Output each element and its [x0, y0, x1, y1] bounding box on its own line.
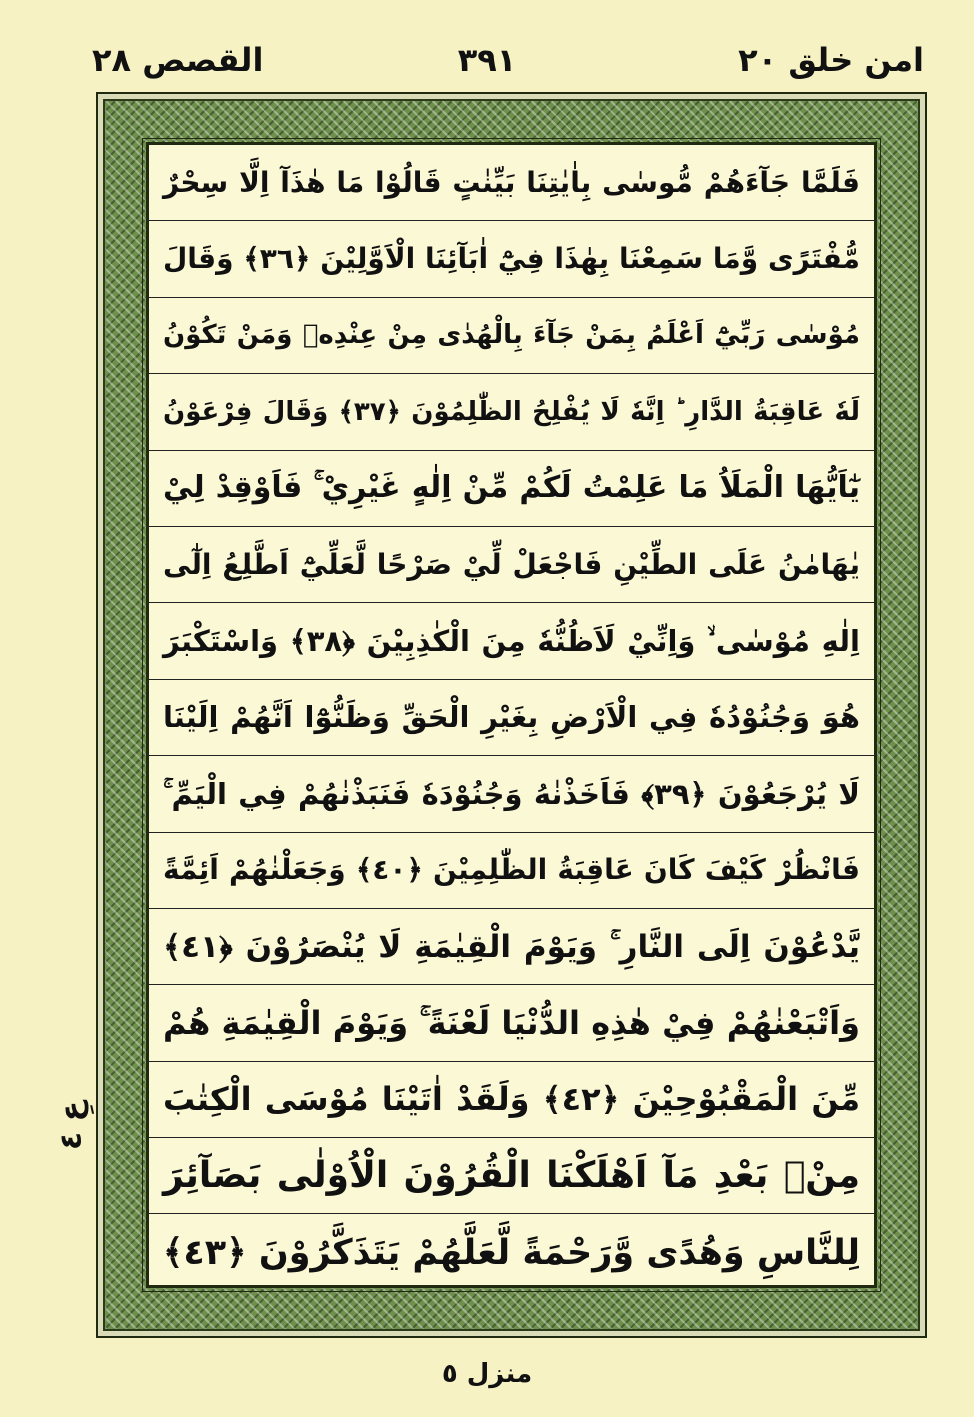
- verse-line: [149, 1214, 874, 1290]
- page-number: ٣٩١: [457, 41, 517, 79]
- verse-line: [149, 680, 874, 756]
- verse-line: [149, 145, 874, 221]
- ruku-marker: [52, 1075, 92, 1175]
- verse-line: [149, 1062, 874, 1138]
- verse-text: فَانْظُرْ كَيْفَ كَانَ عَاقِبَةُ الظّٰلِمِيْنَ ﴿٤٠﴾ وَجَعَلْنٰهُمْ اَئِمَّةً: [163, 853, 860, 887]
- verse-line: [149, 833, 874, 909]
- verse-text: فَلَمَّا جَآءَهُمْ مُّوسٰى بِاٰيٰتِنَا بَيِّنٰتٍ قَالُوْا مَا هٰذَآ اِلَّا سِحْرٌ: [163, 165, 860, 199]
- verse-line: [149, 603, 874, 679]
- verse-text: مُّفْتَرًى وَّمَا سَمِعْنَا بِهٰذَا فِيْٓ اٰبَآئِنَا الْاَوَّلِيْنَ ﴿٣٦﴾ وَقَالَ: [163, 242, 860, 276]
- verse-text: مِنْۢ بَعْدِ مَآ اَهْلَكْنَا الْقُرُوْنَ الْاُوْلٰى بَصَآئِرَ: [163, 1154, 860, 1196]
- verse-line: [149, 909, 874, 985]
- verse-text: مُوْسٰى رَبِّيْٓ اَعْلَمُ بِمَنْ جَآءَ بِالْهُدٰى مِنْ عِنْدِهٖ وَمَنْ تَكُوْنُ: [163, 320, 860, 351]
- verse-text: وَاَتْبَعْنٰهُمْ فِيْ هٰذِهِ الدُّنْيَا لَعْنَةً ۚ وَيَوْمَ الْقِيٰمَةِ هُمْ: [163, 1004, 860, 1042]
- verse-line: [149, 756, 874, 832]
- verse-text: لَهٗ عَاقِبَةُ الدَّارِ ؕ اِنَّهٗ لَا يُفْلِحُ الظّٰلِمُوْنَ ﴿٣٧﴾ وَقَالَ فِرْعَوْنُ: [163, 396, 860, 427]
- ruku-marker-text: عِ ٤: [54, 1100, 90, 1150]
- ornamental-border: [96, 92, 927, 1338]
- verse-text: مِّنَ الْمَقْبُوْحِيْنَ ﴿٤٢﴾ وَلَقَدْ اٰتَيْنَا مُوْسَى الْكِتٰبَ: [163, 1080, 861, 1119]
- page-header: [0, 30, 974, 90]
- verse-text: لَا يُرْجَعُوْنَ ﴿٣٩﴾ فَاَخَذْنٰهُ وَجُنُوْدَهٗ فَنَبَذْنٰهُمْ فِي الْيَمِّ ۚ: [163, 776, 860, 811]
- juz-name: امن خلق ٢٠: [738, 41, 924, 79]
- verse-text: يٰهَامٰنُ عَلَى الطِّيْنِ فَاجْعَلْ لِّيْ صَرْحًا لَّعَلِّيْٓ اَطَّلِعُ اِلٰٓى: [163, 547, 860, 581]
- verse-line: [149, 221, 874, 297]
- verse-line: [149, 1138, 874, 1214]
- verse-line: [149, 298, 874, 374]
- verse-line: [149, 527, 874, 603]
- verse-line: [149, 985, 874, 1061]
- verse-text: هُوَ وَجُنُوْدُهٗ فِي الْاَرْضِ بِغَيْرِ الْحَقِّ وَظَنُّوْٓا اَنَّهُمْ اِلَيْنَا: [163, 700, 860, 735]
- verse-line: [149, 451, 874, 527]
- manzil-footer: منزل ٥: [441, 1359, 533, 1389]
- verse-line: [149, 374, 874, 450]
- verse-text: يَّدْعُوْنَ اِلَى النَّارِ ۚ وَيَوْمَ الْقِيٰمَةِ لَا يُنْصَرُوْنَ ﴿٤١﴾: [163, 928, 860, 965]
- verse-text: لِلنَّاسِ وَهُدًى وَّرَحْمَةً لَّعَلَّهُمْ يَتَذَكَّرُوْنَ ﴿٤٣﴾: [162, 1232, 860, 1273]
- verse-text: اِلٰهِ مُوْسٰى ۙ وَاِنِّيْ لَاَظُنُّهٗ مِنَ الْكٰذِبِيْنَ ﴿٣٨﴾ وَاسْتَكْبَرَ: [163, 624, 860, 659]
- surah-name: القصص ٢٨: [92, 41, 264, 79]
- verse-text: يٰٓاَيُّهَا الْمَلَاُ مَا عَلِمْتُ لَكُمْ مِّنْ اِلٰهٍ غَيْرِيْ ۚ فَاَوْقِدْ لِيْ: [163, 470, 860, 506]
- verse-panel: [146, 142, 877, 1288]
